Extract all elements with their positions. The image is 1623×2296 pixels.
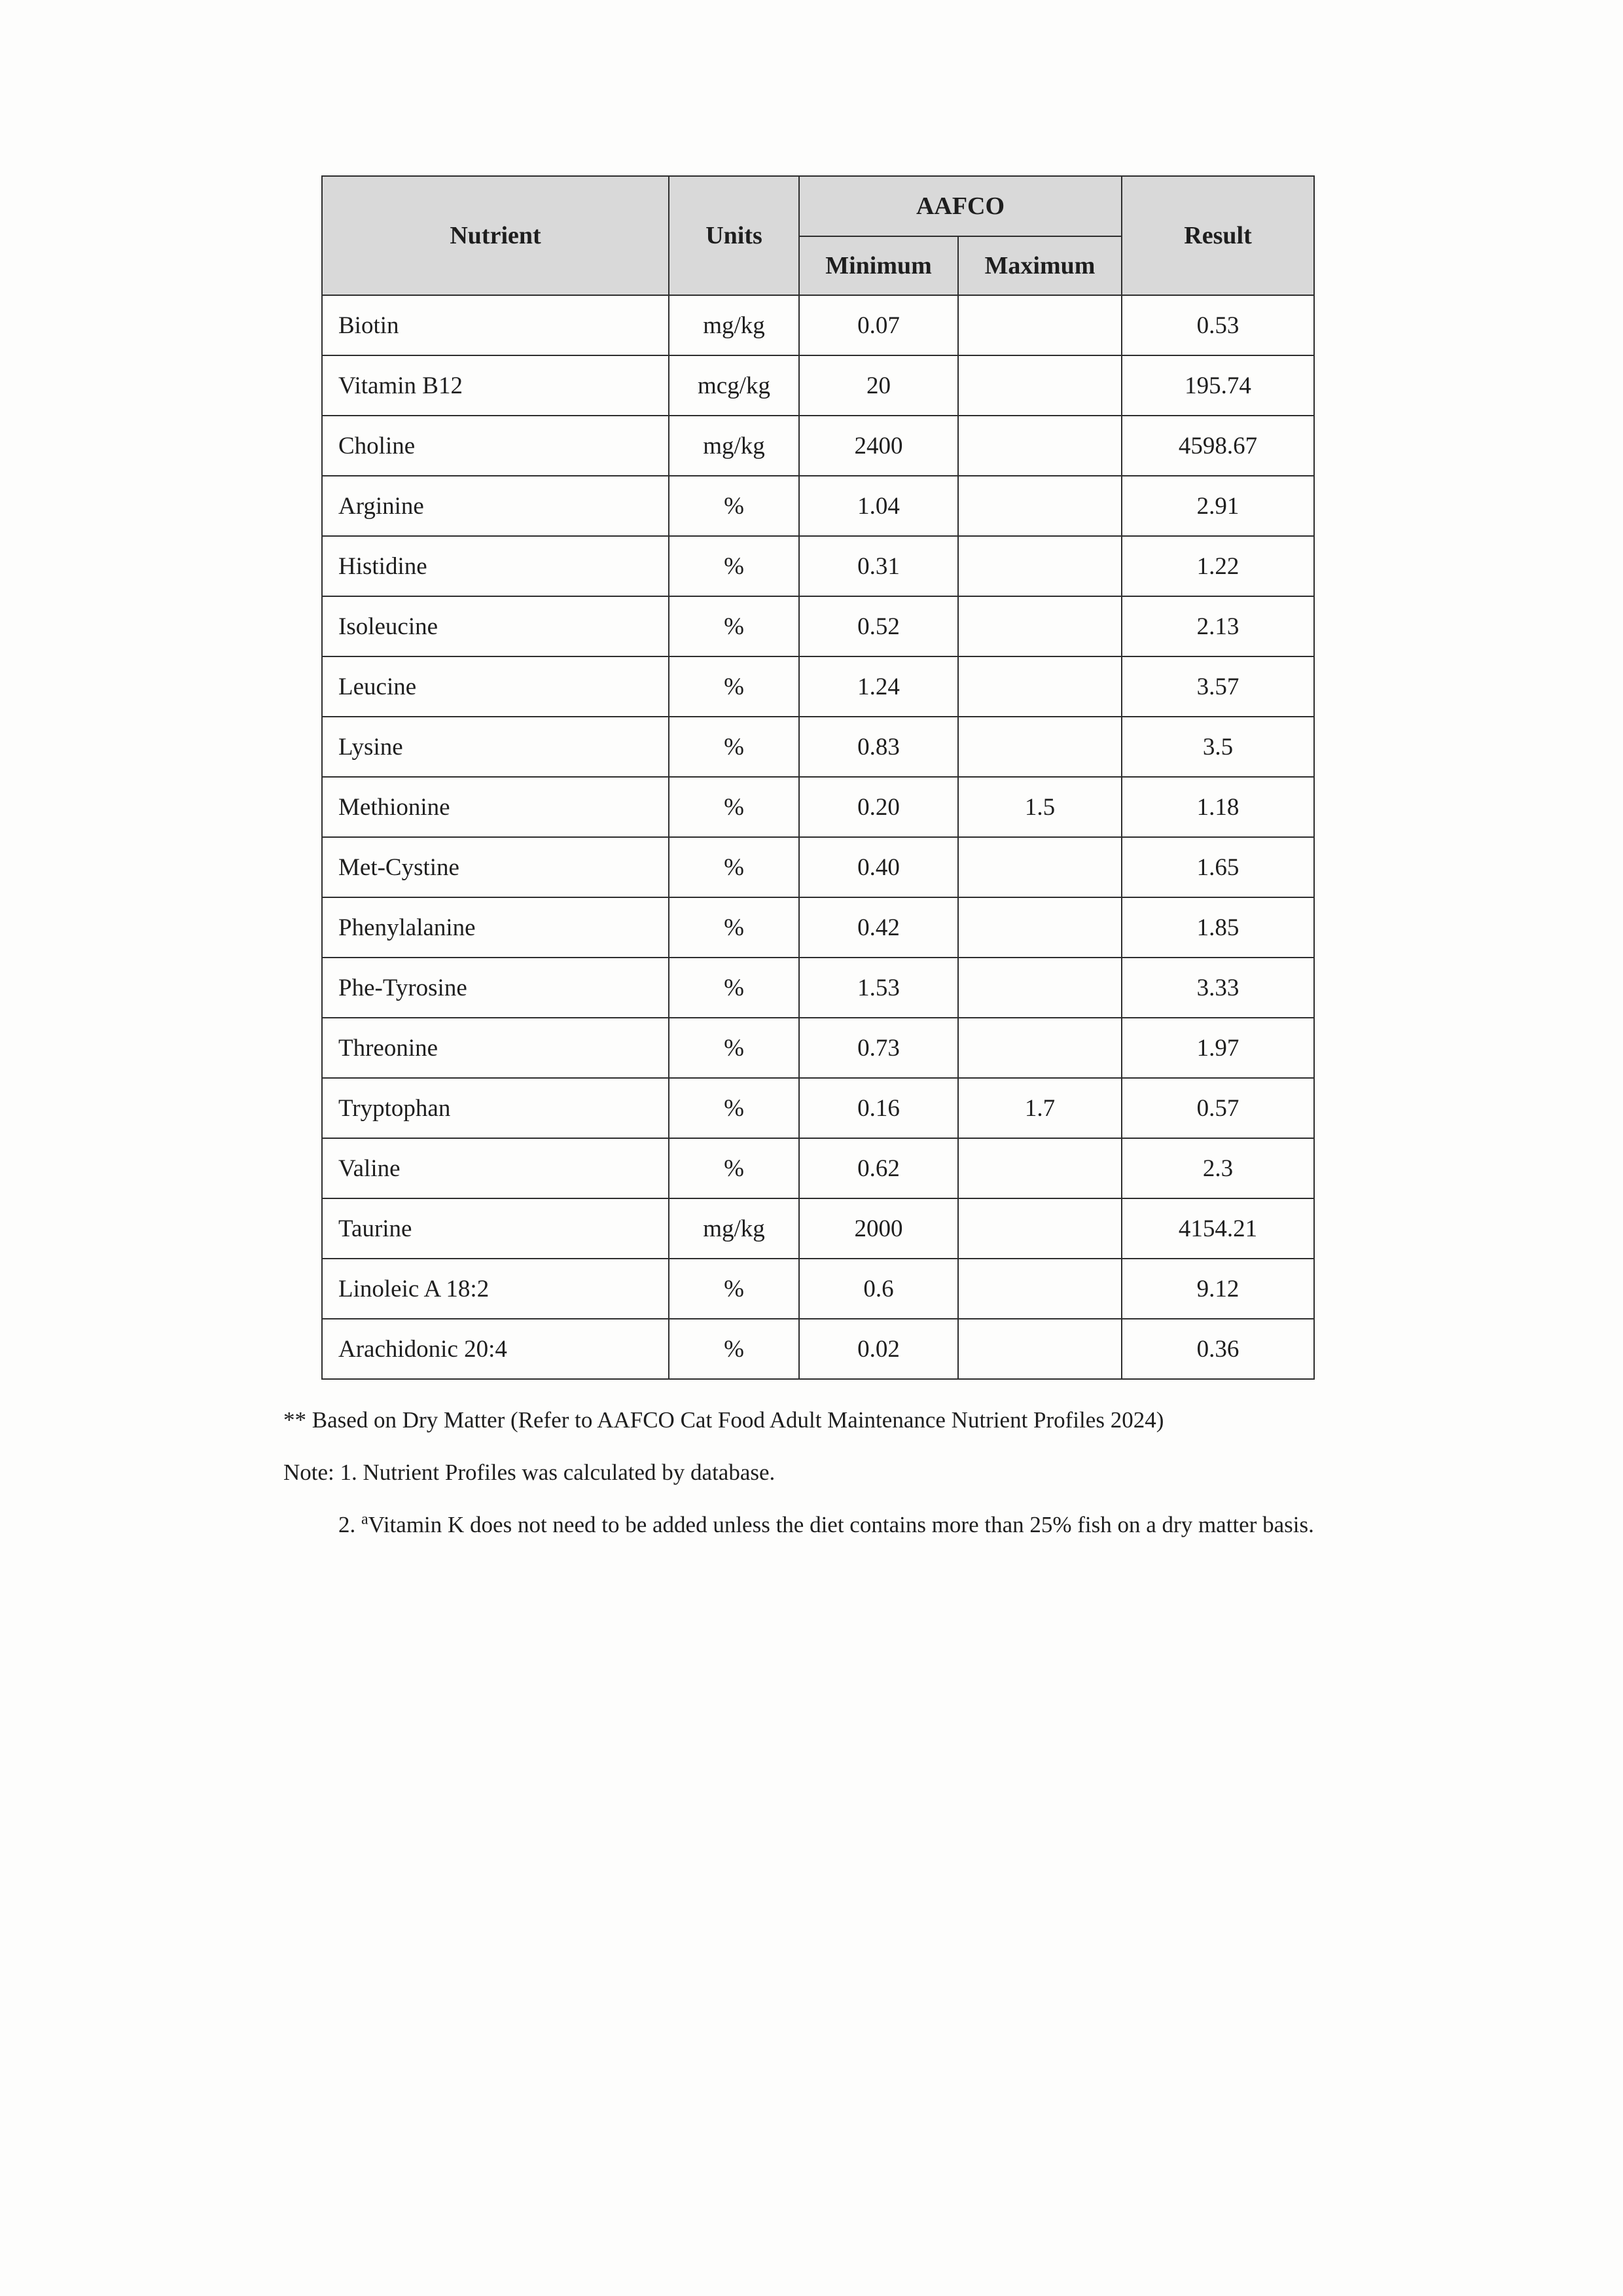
cell-nutrient: Valine [322, 1138, 669, 1198]
cell-max [958, 355, 1122, 416]
header-aafco: AAFCO [799, 176, 1122, 236]
cell-units: mcg/kg [669, 355, 799, 416]
cell-min: 0.42 [799, 897, 958, 958]
cell-nutrient: Isoleucine [322, 596, 669, 656]
cell-units: mg/kg [669, 416, 799, 476]
table-row [322, 837, 1314, 897]
cell-units: % [669, 717, 799, 777]
cell-nutrient: Threonine [322, 1018, 669, 1078]
cell-nutrient: Tryptophan [322, 1078, 669, 1138]
cell-min: 0.62 [799, 1138, 958, 1198]
table-row [322, 1078, 1314, 1138]
cell-max [958, 717, 1122, 777]
cell-result: 4154.21 [1122, 1198, 1314, 1259]
cell-nutrient: Phenylalanine [322, 897, 669, 958]
cell-max [958, 596, 1122, 656]
cell-nutrient: Arginine [322, 476, 669, 536]
cell-max [958, 295, 1122, 355]
cell-nutrient: Arachidonic 20:4 [322, 1319, 669, 1379]
cell-units: % [669, 536, 799, 596]
table-row [322, 1259, 1314, 1319]
cell-min: 0.20 [799, 777, 958, 837]
cell-min: 1.24 [799, 656, 958, 717]
cell-units: % [669, 596, 799, 656]
cell-result: 3.57 [1122, 656, 1314, 717]
cell-units: mg/kg [669, 295, 799, 355]
table-row [322, 536, 1314, 596]
cell-nutrient: Linoleic A 18:2 [322, 1259, 669, 1319]
cell-result: 195.74 [1122, 355, 1314, 416]
cell-min: 1.53 [799, 958, 958, 1018]
cell-units: % [669, 1319, 799, 1379]
table-row [322, 1018, 1314, 1078]
table-row [322, 596, 1314, 656]
note-1: Note: 1. Nutrient Profiles was calculated by database. [283, 1459, 776, 1485]
cell-units: % [669, 476, 799, 536]
cell-nutrient: Taurine [322, 1198, 669, 1259]
nutrient-table [321, 175, 1315, 1380]
note-2-text: Vitamin K does not need to be added unless the diet contains more than 25% fish on a dry matter basis. [368, 1511, 1314, 1537]
cell-max: 1.5 [958, 777, 1122, 837]
cell-nutrient: Choline [322, 416, 669, 476]
cell-units: % [669, 1259, 799, 1319]
table-row [322, 656, 1314, 717]
cell-units: % [669, 1018, 799, 1078]
header-row-top [322, 176, 1314, 236]
table-row [322, 476, 1314, 536]
table-row [322, 897, 1314, 958]
cell-units: % [669, 656, 799, 717]
table-row [322, 416, 1314, 476]
cell-units: % [669, 837, 799, 897]
cell-min: 2400 [799, 416, 958, 476]
cell-result: 0.36 [1122, 1319, 1314, 1379]
cell-result: 0.53 [1122, 295, 1314, 355]
cell-nutrient: Met-Cystine [322, 837, 669, 897]
cell-max [958, 656, 1122, 717]
cell-min: 2000 [799, 1198, 958, 1259]
cell-max [958, 1018, 1122, 1078]
cell-result: 4598.67 [1122, 416, 1314, 476]
cell-max [958, 476, 1122, 536]
nutrient-table-body [322, 295, 1314, 1379]
header-minimum: Minimum [799, 236, 958, 295]
table-row [322, 777, 1314, 837]
footnotes [283, 1406, 1435, 1562]
cell-max [958, 958, 1122, 1018]
cell-nutrient: Vitamin B12 [322, 355, 669, 416]
cell-units: mg/kg [669, 1198, 799, 1259]
cell-nutrient: Histidine [322, 536, 669, 596]
table-row [322, 717, 1314, 777]
cell-result: 2.3 [1122, 1138, 1314, 1198]
table-row [322, 295, 1314, 355]
cell-min: 0.40 [799, 837, 958, 897]
cell-min: 20 [799, 355, 958, 416]
cell-result: 3.33 [1122, 958, 1314, 1018]
table-row [322, 1198, 1314, 1259]
cell-min: 0.6 [799, 1259, 958, 1319]
cell-result: 1.97 [1122, 1018, 1314, 1078]
note-dry-matter: ** Based on Dry Matter (Refer to AAFCO Cat Food Adult Maintenance Nutrient Profiles 2024) [283, 1407, 1164, 1433]
cell-min: 0.73 [799, 1018, 958, 1078]
cell-units: % [669, 777, 799, 837]
cell-units: % [669, 1138, 799, 1198]
cell-result: 1.18 [1122, 777, 1314, 837]
cell-result: 2.13 [1122, 596, 1314, 656]
cell-result: 9.12 [1122, 1259, 1314, 1319]
cell-min: 0.31 [799, 536, 958, 596]
cell-nutrient: Lysine [322, 717, 669, 777]
cell-result: 3.5 [1122, 717, 1314, 777]
cell-max [958, 536, 1122, 596]
table-row [322, 1319, 1314, 1379]
cell-min: 0.16 [799, 1078, 958, 1138]
cell-nutrient: Biotin [322, 295, 669, 355]
cell-max [958, 1319, 1122, 1379]
cell-max [958, 837, 1122, 897]
cell-units: % [669, 897, 799, 958]
cell-result: 1.65 [1122, 837, 1314, 897]
header-result: Result [1122, 176, 1314, 295]
note-2-number: 2. [338, 1511, 361, 1537]
cell-units: % [669, 1078, 799, 1138]
header-nutrient: Nutrient [322, 176, 669, 295]
table-row [322, 1138, 1314, 1198]
cell-max [958, 416, 1122, 476]
cell-min: 0.52 [799, 596, 958, 656]
cell-min: 0.83 [799, 717, 958, 777]
cell-min: 1.04 [799, 476, 958, 536]
cell-max: 1.7 [958, 1078, 1122, 1138]
cell-result: 1.22 [1122, 536, 1314, 596]
note-2 [283, 1511, 1435, 1539]
table-row [322, 355, 1314, 416]
cell-max [958, 1198, 1122, 1259]
note-2-superscript: a [361, 1510, 368, 1528]
nutrient-table-header [322, 176, 1314, 295]
cell-nutrient: Phe-Tyrosine [322, 958, 669, 1018]
cell-max [958, 1138, 1122, 1198]
header-units: Units [669, 176, 799, 295]
cell-min: 0.02 [799, 1319, 958, 1379]
cell-min: 0.07 [799, 295, 958, 355]
cell-result: 2.91 [1122, 476, 1314, 536]
header-maximum: Maximum [958, 236, 1122, 295]
cell-nutrient: Leucine [322, 656, 669, 717]
cell-result: 1.85 [1122, 897, 1314, 958]
cell-units: % [669, 958, 799, 1018]
cell-result: 0.57 [1122, 1078, 1314, 1138]
table-row [322, 958, 1314, 1018]
cell-nutrient: Methionine [322, 777, 669, 837]
cell-max [958, 1259, 1122, 1319]
cell-max [958, 897, 1122, 958]
